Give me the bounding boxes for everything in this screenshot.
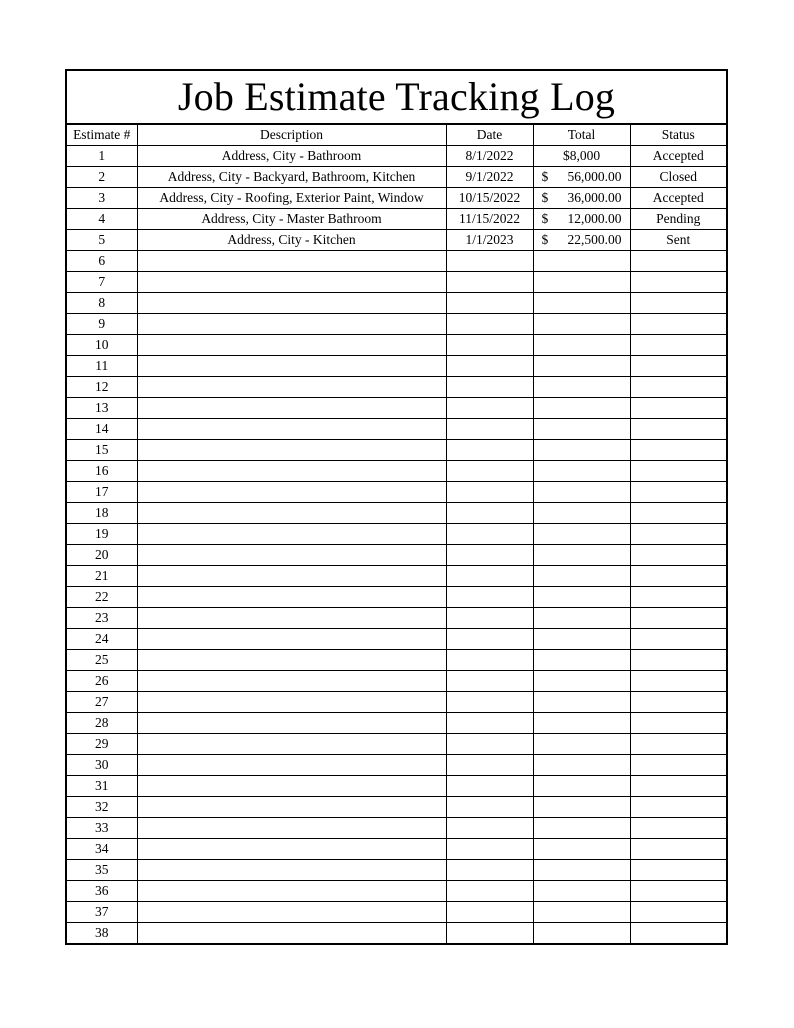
total-cell[interactable]: [533, 608, 630, 629]
total-cell[interactable]: [533, 188, 630, 209]
table-row: [67, 398, 726, 419]
estimate-number-cell: 35: [67, 860, 137, 881]
estimate-number-cell: 14: [67, 419, 137, 440]
amount-text: 36,000.00: [567, 190, 622, 205]
status-cell[interactable]: [630, 398, 726, 419]
table-row: [67, 335, 726, 356]
total-cell[interactable]: [533, 629, 630, 650]
total-cell[interactable]: [533, 167, 630, 188]
total-cell[interactable]: [533, 671, 630, 692]
date-cell[interactable]: 1/1/2023: [446, 230, 533, 251]
description-cell[interactable]: [137, 545, 446, 566]
estimate-number-cell: 36: [67, 881, 137, 902]
currency-symbol: $: [541, 211, 549, 226]
currency-symbol: $: [541, 169, 549, 184]
description-cell[interactable]: [137, 251, 446, 272]
estimate-number-cell: 25: [67, 650, 137, 671]
total-cell[interactable]: [533, 692, 630, 713]
date-cell[interactable]: [446, 839, 533, 860]
status-cell[interactable]: [630, 902, 726, 923]
table-row: [67, 608, 726, 629]
date-cell[interactable]: [446, 251, 533, 272]
total-cell[interactable]: [533, 545, 630, 566]
date-cell[interactable]: [446, 608, 533, 629]
description-cell[interactable]: Address, City - Master Bathroom: [137, 209, 446, 230]
estimate-number-cell: 27: [67, 692, 137, 713]
status-cell[interactable]: [630, 251, 726, 272]
estimate-number-cell: 22: [67, 587, 137, 608]
table-row: [67, 461, 726, 482]
description-cell[interactable]: Address, City - Roofing, Exterior Paint, Window: [137, 188, 446, 209]
table-row: [67, 839, 726, 860]
date-cell[interactable]: [446, 272, 533, 293]
date-cell[interactable]: [446, 293, 533, 314]
description-cell[interactable]: [137, 293, 446, 314]
total-cell[interactable]: [533, 755, 630, 776]
table-row: [67, 566, 726, 587]
date-cell[interactable]: 9/1/2022: [446, 167, 533, 188]
estimate-number-cell: 19: [67, 524, 137, 545]
table-row: [67, 524, 726, 545]
total-cell[interactable]: [533, 881, 630, 902]
date-cell[interactable]: [446, 797, 533, 818]
date-cell[interactable]: [446, 356, 533, 377]
description-cell[interactable]: [137, 818, 446, 839]
total-cell[interactable]: [533, 734, 630, 755]
total-cell[interactable]: [533, 923, 630, 944]
status-cell[interactable]: Pending: [630, 209, 726, 230]
total-cell[interactable]: [533, 524, 630, 545]
estimate-number-cell: 15: [67, 440, 137, 461]
total-cell[interactable]: [533, 902, 630, 923]
table-row: [67, 146, 726, 167]
estimate-number-cell: 16: [67, 461, 137, 482]
table-row: [67, 902, 726, 923]
total-cell[interactable]: [533, 650, 630, 671]
table-row: [67, 692, 726, 713]
estimate-number-cell: 30: [67, 755, 137, 776]
description-cell[interactable]: [137, 860, 446, 881]
table-row: [67, 188, 726, 209]
date-cell[interactable]: [446, 713, 533, 734]
total-cell[interactable]: [533, 146, 630, 167]
date-cell[interactable]: 8/1/2022: [446, 146, 533, 167]
total-cell[interactable]: [533, 335, 630, 356]
estimate-number-cell: 24: [67, 629, 137, 650]
table-row: [67, 545, 726, 566]
total-value: [534, 167, 630, 187]
description-cell[interactable]: [137, 797, 446, 818]
status-cell[interactable]: [630, 356, 726, 377]
description-cell[interactable]: [137, 524, 446, 545]
total-cell[interactable]: [533, 818, 630, 839]
amount-text: 12,000.00: [567, 211, 622, 226]
date-cell[interactable]: [446, 902, 533, 923]
total-value: [534, 209, 630, 229]
estimate-table: [67, 125, 726, 943]
description-cell[interactable]: [137, 734, 446, 755]
total-cell[interactable]: [533, 797, 630, 818]
estimate-number-cell: 26: [67, 671, 137, 692]
total-cell[interactable]: [533, 713, 630, 734]
estimate-number-cell: 34: [67, 839, 137, 860]
table-row: [67, 776, 726, 797]
description-cell[interactable]: [137, 839, 446, 860]
date-cell[interactable]: [446, 482, 533, 503]
status-cell[interactable]: [630, 692, 726, 713]
currency-symbol: $: [541, 190, 549, 205]
amount-text: 22,500.00: [567, 232, 622, 247]
date-cell[interactable]: [446, 545, 533, 566]
status-cell[interactable]: [630, 440, 726, 461]
table-row: [67, 503, 726, 524]
status-cell[interactable]: [630, 839, 726, 860]
description-cell[interactable]: Address, City - Bathroom: [137, 146, 446, 167]
estimate-number-cell: 10: [67, 335, 137, 356]
description-cell[interactable]: [137, 629, 446, 650]
description-cell[interactable]: Address, City - Backyard, Bathroom, Kitchen: [137, 167, 446, 188]
table-header-row: [67, 125, 726, 146]
status-cell[interactable]: [630, 608, 726, 629]
total-value: [534, 146, 630, 166]
table-row: [67, 860, 726, 881]
total-cell[interactable]: [533, 587, 630, 608]
description-cell[interactable]: [137, 923, 446, 944]
estimate-number-cell: 37: [67, 902, 137, 923]
date-cell[interactable]: [446, 461, 533, 482]
estimate-number-cell: 38: [67, 923, 137, 944]
date-cell[interactable]: [446, 419, 533, 440]
table-row: [67, 419, 726, 440]
description-cell[interactable]: [137, 356, 446, 377]
date-cell[interactable]: [446, 923, 533, 944]
description-cell[interactable]: [137, 776, 446, 797]
date-cell[interactable]: [446, 629, 533, 650]
total-value: [534, 188, 630, 208]
description-cell[interactable]: [137, 335, 446, 356]
description-cell[interactable]: [137, 671, 446, 692]
header-date: Date: [446, 125, 533, 146]
total-cell[interactable]: [533, 776, 630, 797]
date-cell[interactable]: [446, 818, 533, 839]
estimate-number-cell: 11: [67, 356, 137, 377]
estimate-number-cell: 29: [67, 734, 137, 755]
status-cell[interactable]: [630, 335, 726, 356]
header-status: Status: [630, 125, 726, 146]
date-cell[interactable]: [446, 692, 533, 713]
total-cell[interactable]: [533, 482, 630, 503]
table-row: [67, 440, 726, 461]
status-cell[interactable]: Accepted: [630, 146, 726, 167]
description-cell[interactable]: [137, 587, 446, 608]
status-cell[interactable]: [630, 797, 726, 818]
date-cell[interactable]: [446, 314, 533, 335]
table-row: [67, 881, 726, 902]
total-cell[interactable]: [533, 230, 630, 251]
date-cell[interactable]: [446, 440, 533, 461]
estimate-number-cell: 4: [67, 209, 137, 230]
date-cell[interactable]: [446, 734, 533, 755]
description-cell[interactable]: [137, 692, 446, 713]
status-cell[interactable]: [630, 923, 726, 944]
date-cell[interactable]: [446, 524, 533, 545]
estimate-number-cell: 28: [67, 713, 137, 734]
table-row: [67, 377, 726, 398]
table-row: [67, 482, 726, 503]
status-cell[interactable]: [630, 566, 726, 587]
status-cell[interactable]: Closed: [630, 167, 726, 188]
total-cell[interactable]: [533, 860, 630, 881]
estimate-number-cell: 23: [67, 608, 137, 629]
total-cell[interactable]: [533, 356, 630, 377]
estimate-number-cell: 8: [67, 293, 137, 314]
status-cell[interactable]: [630, 776, 726, 797]
total-cell[interactable]: [533, 293, 630, 314]
description-cell[interactable]: [137, 398, 446, 419]
estimate-number-cell: 31: [67, 776, 137, 797]
estimate-number-cell: 20: [67, 545, 137, 566]
date-cell[interactable]: [446, 566, 533, 587]
estimate-number-cell: 33: [67, 818, 137, 839]
table-row: [67, 797, 726, 818]
date-cell[interactable]: [446, 335, 533, 356]
currency-symbol: $: [541, 232, 549, 247]
header-description: Description: [137, 125, 446, 146]
status-cell[interactable]: [630, 503, 726, 524]
date-cell[interactable]: [446, 881, 533, 902]
date-cell[interactable]: [446, 776, 533, 797]
estimate-number-cell: 6: [67, 251, 137, 272]
description-cell[interactable]: [137, 503, 446, 524]
table-row: [67, 314, 726, 335]
date-cell[interactable]: 10/15/2022: [446, 188, 533, 209]
description-cell[interactable]: [137, 650, 446, 671]
table-row: [67, 671, 726, 692]
total-cell[interactable]: [533, 839, 630, 860]
date-cell[interactable]: [446, 650, 533, 671]
date-cell[interactable]: [446, 755, 533, 776]
page-title: Job Estimate Tracking Log: [67, 71, 726, 125]
table-row: [67, 293, 726, 314]
header-total: Total: [533, 125, 630, 146]
status-cell[interactable]: [630, 272, 726, 293]
status-cell[interactable]: [630, 587, 726, 608]
estimate-number-cell: 17: [67, 482, 137, 503]
total-cell[interactable]: [533, 272, 630, 293]
description-cell[interactable]: [137, 713, 446, 734]
date-cell[interactable]: [446, 587, 533, 608]
status-cell[interactable]: [630, 377, 726, 398]
estimate-number-cell: 32: [67, 797, 137, 818]
date-cell[interactable]: [446, 377, 533, 398]
status-cell[interactable]: [630, 629, 726, 650]
date-cell[interactable]: [446, 671, 533, 692]
date-cell[interactable]: 11/15/2022: [446, 209, 533, 230]
table-row: [67, 272, 726, 293]
description-cell[interactable]: [137, 608, 446, 629]
description-cell[interactable]: [137, 440, 446, 461]
estimate-number-cell: 9: [67, 314, 137, 335]
status-cell[interactable]: [630, 482, 726, 503]
total-cell[interactable]: [533, 461, 630, 482]
total-cell[interactable]: [533, 251, 630, 272]
status-cell[interactable]: [630, 734, 726, 755]
status-cell[interactable]: [630, 713, 726, 734]
table-row: [67, 923, 726, 944]
status-cell[interactable]: [630, 293, 726, 314]
total-cell[interactable]: [533, 398, 630, 419]
table-row: [67, 167, 726, 188]
description-cell[interactable]: [137, 314, 446, 335]
amount-text: 56,000.00: [567, 169, 622, 184]
status-cell[interactable]: [630, 860, 726, 881]
status-cell[interactable]: [630, 755, 726, 776]
total-cell[interactable]: [533, 314, 630, 335]
estimate-number-cell: 7: [67, 272, 137, 293]
status-cell[interactable]: Sent: [630, 230, 726, 251]
description-cell[interactable]: [137, 272, 446, 293]
total-cell[interactable]: [533, 209, 630, 230]
description-cell[interactable]: [137, 482, 446, 503]
estimate-number-cell: 18: [67, 503, 137, 524]
description-cell[interactable]: [137, 377, 446, 398]
estimate-log-sheet: [65, 69, 728, 945]
table-row: [67, 650, 726, 671]
status-cell[interactable]: [630, 818, 726, 839]
estimate-number-cell: 3: [67, 188, 137, 209]
description-cell[interactable]: [137, 755, 446, 776]
status-cell[interactable]: [630, 881, 726, 902]
header-estimate-number: Estimate #: [67, 125, 137, 146]
table-row: [67, 755, 726, 776]
status-cell[interactable]: [630, 314, 726, 335]
estimate-number-cell: 21: [67, 566, 137, 587]
table-row: [67, 818, 726, 839]
description-cell[interactable]: Address, City - Kitchen: [137, 230, 446, 251]
total-cell[interactable]: [533, 377, 630, 398]
description-cell[interactable]: [137, 461, 446, 482]
table-row: [67, 587, 726, 608]
status-cell[interactable]: [630, 524, 726, 545]
table-row: [67, 713, 726, 734]
description-cell[interactable]: [137, 881, 446, 902]
total-value: [534, 230, 630, 250]
estimate-number-cell: 12: [67, 377, 137, 398]
status-cell[interactable]: [630, 671, 726, 692]
date-cell[interactable]: [446, 503, 533, 524]
status-cell[interactable]: [630, 419, 726, 440]
date-cell[interactable]: [446, 860, 533, 881]
description-cell[interactable]: [137, 419, 446, 440]
table-row: [67, 734, 726, 755]
table-row: [67, 230, 726, 251]
status-cell[interactable]: [630, 545, 726, 566]
estimate-number-cell: 1: [67, 146, 137, 167]
status-cell[interactable]: Accepted: [630, 188, 726, 209]
total-cell[interactable]: [533, 440, 630, 461]
amount-text: $8,000: [562, 148, 601, 163]
estimate-number-cell: 5: [67, 230, 137, 251]
total-cell[interactable]: [533, 503, 630, 524]
total-cell[interactable]: [533, 566, 630, 587]
table-row: [67, 209, 726, 230]
table-row: [67, 629, 726, 650]
table-row: [67, 356, 726, 377]
estimate-number-cell: 2: [67, 167, 137, 188]
status-cell[interactable]: [630, 650, 726, 671]
description-cell[interactable]: [137, 902, 446, 923]
status-cell[interactable]: [630, 461, 726, 482]
description-cell[interactable]: [137, 566, 446, 587]
estimate-number-cell: 13: [67, 398, 137, 419]
date-cell[interactable]: [446, 398, 533, 419]
table-row: [67, 251, 726, 272]
total-cell[interactable]: [533, 419, 630, 440]
